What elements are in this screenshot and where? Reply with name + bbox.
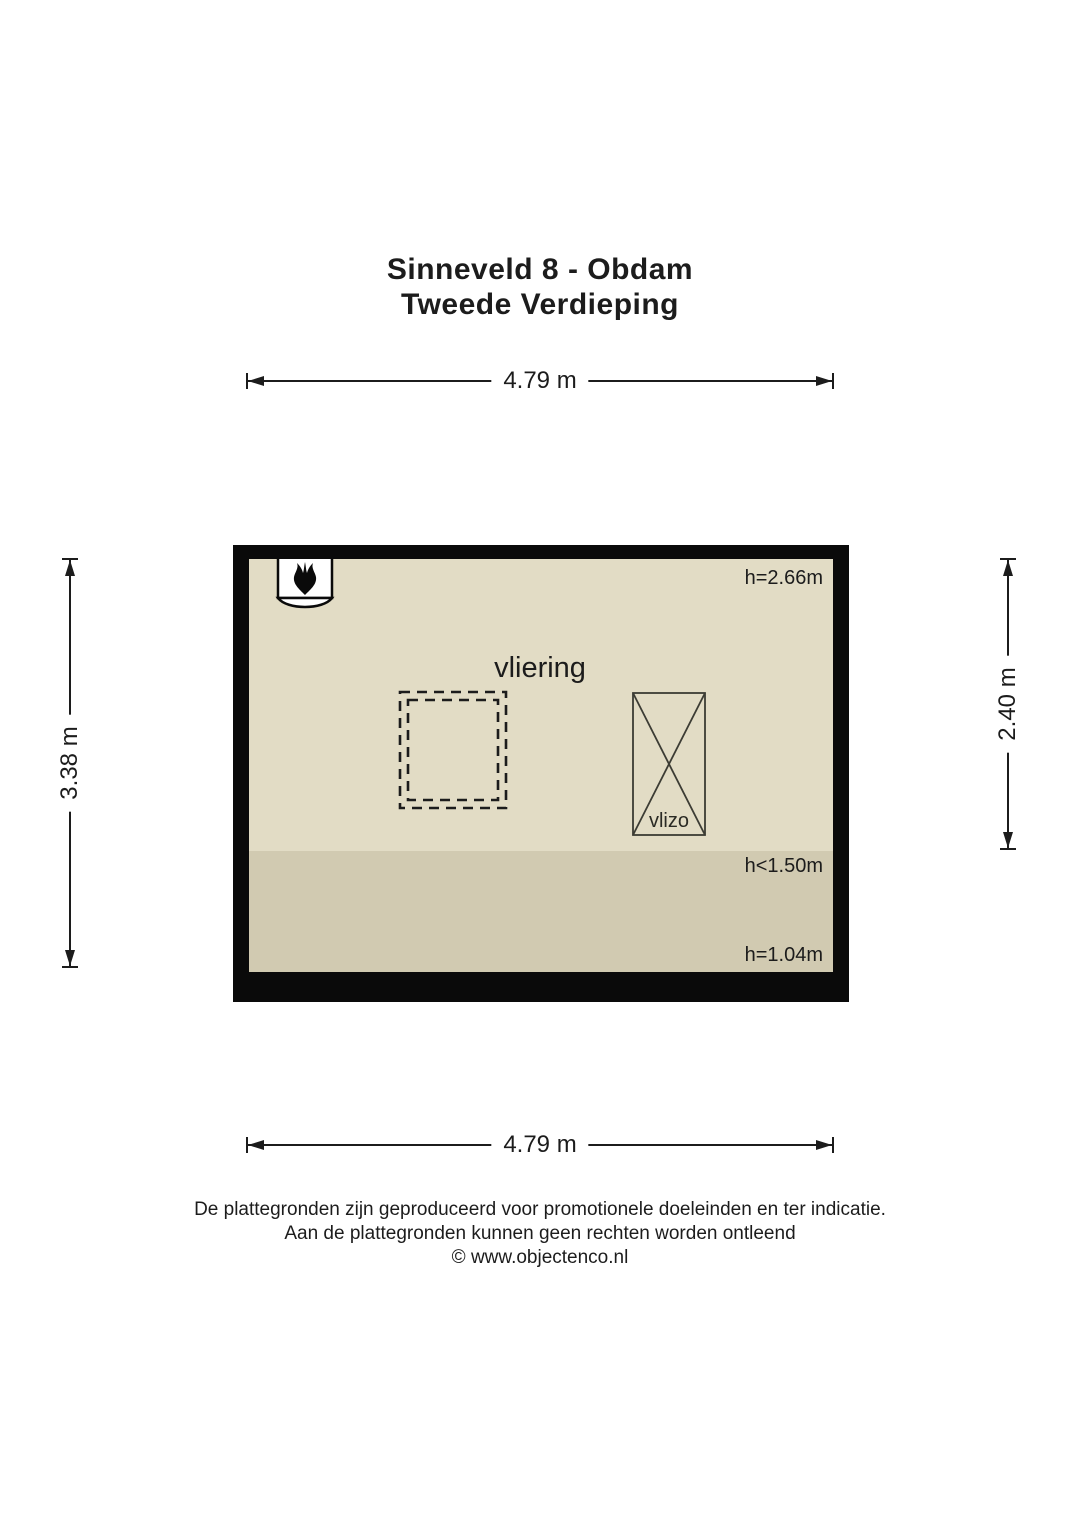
dimension-label: 4.79 m <box>491 365 588 397</box>
footer-disclaimer <box>0 1198 1080 1270</box>
arrow-right-icon <box>816 376 832 386</box>
floor-plan <box>233 545 849 1002</box>
dashed-rect-outer <box>400 692 506 808</box>
dimension-tick <box>832 1137 834 1153</box>
arrow-up-icon <box>65 560 75 576</box>
footer-disclaimer-line1: De plattegronden zijn geproduceerd voor promotionele doeleinden en ter indicatie. <box>194 1199 886 1220</box>
footer-disclaimer-line2: Aan de plattegronden kunnen geen rechten worden ontleend <box>284 1223 796 1244</box>
boiler-arc <box>278 598 332 607</box>
page-subtitle: Tweede Verdieping <box>400 288 680 321</box>
dimension-left <box>56 558 83 968</box>
dimension-right <box>994 558 1021 850</box>
page-title: Sinneveld 8 - Obdam <box>386 253 694 286</box>
arrow-up-icon <box>1003 560 1013 576</box>
arrow-left-icon <box>248 1140 264 1150</box>
height-label-upper: h=2.66m <box>744 567 823 589</box>
title-block <box>0 252 1080 322</box>
dimension-tick <box>62 966 78 968</box>
dashed-opening-outline <box>400 692 506 808</box>
loft-ladder-label: vlizo <box>648 810 689 832</box>
plan-shapes <box>249 559 833 972</box>
arrow-left-icon <box>248 376 264 386</box>
arrow-down-icon <box>1003 832 1013 848</box>
dimension-label: 4.79 m <box>491 1129 588 1161</box>
dimension-label: 3.38 m <box>54 714 86 811</box>
arrow-down-icon <box>65 950 75 966</box>
plan-interior-vliering <box>249 559 833 972</box>
dimension-tick <box>832 373 834 389</box>
room-label-vliering: vliering <box>494 652 586 684</box>
boiler-unit <box>278 559 332 607</box>
height-label-lower: h=1.04m <box>744 944 823 966</box>
height-label-mid: h<1.50m <box>744 855 823 877</box>
dimension-bottom <box>246 1131 834 1158</box>
dimension-tick <box>1000 848 1016 850</box>
dashed-rect-inner <box>408 700 498 800</box>
dimension-label: 2.40 m <box>992 655 1024 752</box>
footer-copyright: © www.objectenco.nl <box>451 1247 629 1268</box>
dimension-top <box>246 367 834 394</box>
arrow-right-icon <box>816 1140 832 1150</box>
